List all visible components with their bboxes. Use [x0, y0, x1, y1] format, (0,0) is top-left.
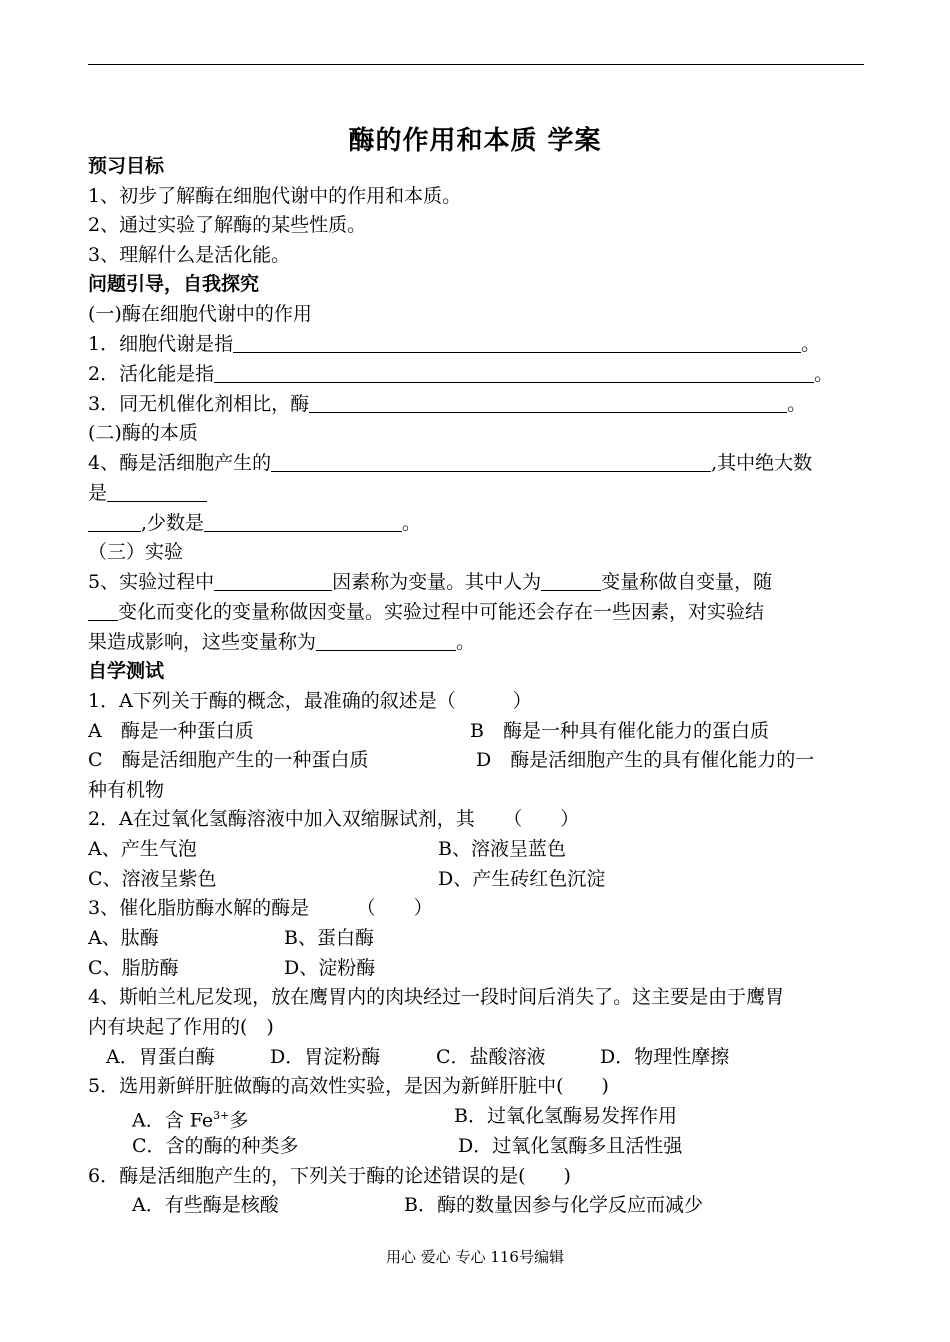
answer-blank[interactable]	[204, 511, 402, 532]
question-4-cont2	[88, 509, 421, 537]
section-inquiry-heading: 问题引导，自我探究	[88, 273, 260, 295]
preview-item-3: 3、理解什么是活化能。	[88, 244, 291, 266]
question-5	[88, 568, 772, 596]
section-preview-heading: 预习目标	[88, 155, 165, 177]
test-4-option-a: A．胃蛋白酶	[106, 1046, 215, 1068]
test-3-option-a: A、肽酶	[88, 927, 159, 949]
test-1-option-a: A 酶是一种蛋白质	[88, 720, 254, 742]
answer-blank[interactable]	[88, 511, 141, 532]
test-1-option-b: B 酶是一种具有催化能力的蛋白质	[470, 720, 769, 742]
test-1-option-c: C 酶是活细胞产生的一种蛋白质	[88, 749, 369, 771]
test-2-stem: 2．A在过氧化氢酶溶液中加入双缩脲试剂，其 （ ）	[88, 808, 580, 830]
question-4-text: 4、酶是活细胞产生的	[88, 452, 272, 474]
test-1-option-d-cont: 种有机物	[88, 779, 165, 801]
test-3-option-b: B、蛋白酶	[284, 927, 374, 949]
test-5-option-a	[132, 1102, 248, 1134]
period: 。	[801, 333, 821, 355]
test-4-option-d: D．物理性摩擦	[600, 1046, 730, 1068]
question-1-text: 1．细胞代谢是指	[88, 333, 234, 355]
question-4-text-d: ,少数是	[141, 512, 205, 534]
test-5-option-d: D．过氧化氢酶多且活性强	[458, 1135, 683, 1157]
answer-blank[interactable]	[541, 570, 601, 591]
part1-heading: (一)酶在细胞代谢中的作用	[88, 303, 312, 325]
test-6-stem: 6．酶是活细胞产生的，下列关于酶的论述错误的是( )	[88, 1165, 571, 1187]
test-5-option-a-text: A．含 Fe	[132, 1109, 214, 1132]
test-2-option-a: A、产生气泡	[88, 838, 197, 860]
test-5-stem: 5．选用新鲜肝脏做酶的高效性实验，是因为新鲜肝脏中( )	[88, 1075, 609, 1097]
period: 。	[814, 363, 834, 385]
period: 。	[402, 512, 422, 534]
question-5-text-d: 变化而变化的变量称做因变量。实验过程中可能还会存在一些因素，对实验结	[118, 601, 765, 623]
test-5-option-a-text-end: 多	[229, 1109, 249, 1132]
test-2-option-b: B、溶液呈蓝色	[438, 838, 566, 860]
question-3-text: 3．同无机催化剂相比，酶	[88, 393, 310, 415]
test-2-option-c: C、溶液呈紫色	[88, 868, 217, 890]
test-5-option-c: C．含的酶的种类多	[132, 1135, 299, 1157]
test-3-option-c: C、脂肪酶	[88, 957, 179, 979]
test-3-stem: 3、催化脂肪酶水解的酶是 （ ）	[88, 897, 433, 919]
header-rule	[88, 64, 864, 65]
test-6-option-a: A．有些酶是核酸	[132, 1194, 279, 1216]
period: 。	[787, 393, 807, 415]
page-footer: 用心 爱心 专心 116号编辑	[386, 1248, 564, 1266]
question-5-text-e: 果造成影响，这些变量称为	[88, 631, 317, 653]
test-4-option-b: D．胃淀粉酶	[270, 1046, 381, 1068]
test-3-option-d: D、淀粉酶	[284, 957, 376, 979]
question-3	[88, 390, 806, 418]
question-5-text-b: 因素称为变量。其中人为	[332, 571, 542, 593]
question-4-cont	[88, 479, 207, 507]
question-5-cont2	[88, 628, 475, 656]
question-5-text-c: 变量称做自变量，随	[601, 571, 773, 593]
test-6-option-b: B．酶的数量因参与化学反应而减少	[404, 1194, 703, 1216]
question-1	[88, 330, 820, 358]
period: 。	[456, 631, 476, 653]
test-4-stem: 4、斯帕兰札尼发现，放在鹰胃内的肉块经过一段时间后消失了。这主要是由于鹰胃	[88, 986, 785, 1008]
question-4-text-b: ,其中绝大数	[711, 452, 813, 474]
test-1-stem: 1．A下列关于酶的概念，最准确的叙述是（ ）	[88, 690, 532, 712]
question-2-text: 2．活化能是指	[88, 363, 215, 385]
test-2-option-d: D、产生砖红色沉淀	[438, 868, 606, 890]
test-4-option-c: C．盐酸溶液	[436, 1046, 546, 1068]
section-test-heading: 自学测试	[88, 660, 165, 682]
answer-blank[interactable]	[88, 600, 118, 621]
part2-heading: (二)酶的本质	[88, 422, 198, 444]
question-2	[88, 360, 833, 388]
answer-blank[interactable]	[309, 392, 787, 413]
question-5-cont	[88, 598, 764, 626]
question-4-text-c: 是	[88, 482, 108, 504]
answer-blank[interactable]	[316, 630, 456, 651]
question-4	[88, 449, 812, 477]
answer-blank[interactable]	[107, 481, 207, 502]
test-1-option-d: D 酶是活细胞产生的具有催化能力的一	[476, 749, 815, 771]
superscript: 3+	[213, 1109, 230, 1122]
preview-item-1: 1、初步了解酶在细胞代谢中的作用和本质。	[88, 185, 462, 207]
test-4-stem-cont: 内有块起了作用的( )	[88, 1016, 274, 1038]
page-title: 酶的作用和本质 学案	[348, 126, 602, 156]
preview-item-2: 2、通过实验了解酶的某些性质。	[88, 214, 367, 236]
answer-blank[interactable]	[214, 362, 814, 383]
question-5-text: 5、实验过程中	[88, 571, 215, 593]
test-5-option-b: B．过氧化氢酶易发挥作用	[454, 1105, 677, 1127]
answer-blank[interactable]	[214, 570, 332, 591]
answer-blank[interactable]	[271, 451, 711, 472]
part3-heading: （三）实验	[88, 541, 184, 563]
answer-blank[interactable]	[233, 332, 801, 353]
